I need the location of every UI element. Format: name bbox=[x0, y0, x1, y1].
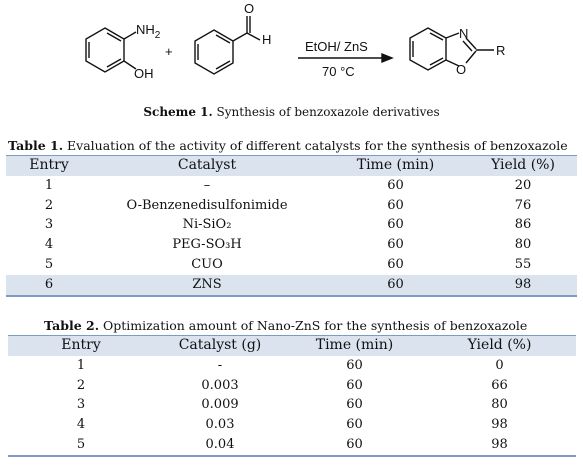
carbonyl-o-label: O bbox=[244, 1, 255, 16]
entry-cell: 6 bbox=[44, 276, 54, 292]
time-cell: 60 bbox=[387, 177, 404, 193]
table-row bbox=[6, 235, 577, 255]
time-cell: 60 bbox=[346, 436, 363, 452]
yield-cell: 80 bbox=[491, 397, 508, 413]
table-row bbox=[8, 435, 576, 456]
ring-o-label: O bbox=[456, 62, 467, 77]
time-cell: 60 bbox=[346, 397, 363, 413]
time-cell: 60 bbox=[387, 237, 404, 253]
catalyst-cell: Ni-SiO₂ bbox=[182, 217, 232, 233]
time-cell: 60 bbox=[346, 417, 363, 433]
table-row bbox=[6, 275, 577, 296]
benzaldehyde-structure bbox=[195, 16, 260, 74]
time-cell: 60 bbox=[387, 276, 404, 292]
entry-cell: 5 bbox=[76, 436, 86, 452]
entry-cell: 3 bbox=[76, 397, 86, 413]
conditions-top: EtOH/ ZnS bbox=[305, 39, 368, 54]
r-group-label: R bbox=[496, 43, 506, 58]
catalyst-amount-cell: 0.03 bbox=[205, 417, 235, 433]
aldehyde-h-label: H bbox=[262, 32, 272, 47]
yield-cell: 20 bbox=[514, 177, 532, 193]
entry-cell: 2 bbox=[44, 197, 54, 213]
catalyst-activity-table bbox=[6, 155, 577, 297]
reaction-scheme bbox=[0, 0, 583, 96]
catalyst-cell: – bbox=[203, 177, 211, 193]
catalyst-amount-cell: 0.003 bbox=[201, 377, 239, 393]
entry-cell: 5 bbox=[44, 256, 54, 272]
entry-cell: 2 bbox=[76, 377, 86, 393]
column-header: Catalyst (g) bbox=[178, 337, 262, 353]
column-header: Time (min) bbox=[315, 337, 394, 353]
table-header-row bbox=[6, 156, 577, 176]
column-header: Time (min) bbox=[356, 157, 435, 173]
table-row bbox=[6, 196, 577, 216]
entry-cell: 1 bbox=[44, 177, 54, 193]
time-cell: 60 bbox=[387, 197, 404, 213]
yield-cell: 66 bbox=[491, 377, 508, 393]
table-row bbox=[6, 255, 577, 275]
yield-cell: 98 bbox=[491, 417, 508, 433]
time-cell: 60 bbox=[387, 217, 404, 233]
scheme-caption: Scheme 1. Synthesis of benzoxazole derivatives bbox=[143, 105, 440, 119]
yield-cell: 98 bbox=[491, 436, 508, 452]
benzoxazole-structure bbox=[410, 28, 494, 70]
entry-cell: 3 bbox=[44, 217, 54, 233]
table-row bbox=[8, 415, 576, 435]
table-row bbox=[6, 176, 577, 196]
table1-caption: Table 1. Evaluation of the activity of different catalysts for the synthesis of benzoxazole bbox=[8, 138, 568, 153]
catalyst-cell: ZNS bbox=[192, 276, 222, 292]
column-header: Entry bbox=[29, 157, 69, 173]
column-header: Entry bbox=[61, 337, 101, 353]
time-cell: 60 bbox=[346, 357, 363, 373]
yield-cell: 0 bbox=[495, 357, 504, 373]
table-header-row bbox=[8, 336, 576, 356]
table-row bbox=[8, 376, 576, 396]
table-row bbox=[6, 215, 577, 235]
entry-cell: 1 bbox=[76, 357, 86, 373]
table-row bbox=[8, 395, 576, 415]
column-header: Catalyst bbox=[177, 157, 237, 173]
catalyst-cell: PEG-SO₃H bbox=[172, 237, 242, 253]
table2-caption: Table 2. Optimization amount of Nano-ZnS for the synthesis of benzoxazole bbox=[44, 318, 528, 333]
entry-cell: 4 bbox=[44, 237, 54, 253]
catalyst-amount-cell: - bbox=[217, 357, 223, 373]
ring-n-label: N bbox=[459, 26, 469, 41]
table-row bbox=[8, 356, 576, 376]
catalyst-amount-cell: 0.04 bbox=[205, 436, 235, 452]
aminophenol-structure bbox=[86, 28, 136, 72]
catalyst-cell: CUO bbox=[191, 256, 223, 272]
catalyst-amount-cell: 0.009 bbox=[201, 397, 239, 413]
time-cell: 60 bbox=[346, 377, 363, 393]
plus-sign: + bbox=[165, 44, 173, 59]
amine-label: $NH_2$ bbox=[136, 22, 161, 41]
yield-cell: 55 bbox=[514, 256, 532, 272]
conditions-bottom: 70 °C bbox=[322, 64, 355, 79]
yield-cell: 98 bbox=[514, 276, 532, 292]
time-cell: 60 bbox=[387, 256, 404, 272]
yield-cell: 86 bbox=[514, 217, 532, 233]
entry-cell: 4 bbox=[76, 417, 86, 433]
catalyst-optimization-table bbox=[8, 335, 576, 457]
catalyst-cell: O-Benzenedisulfonimide bbox=[126, 197, 288, 213]
yield-cell: 76 bbox=[514, 197, 532, 213]
yield-cell: 80 bbox=[514, 237, 532, 253]
column-header: Yield (%) bbox=[467, 337, 532, 353]
column-header: Yield (%) bbox=[491, 157, 555, 173]
hydroxyl-label: OH bbox=[134, 66, 154, 81]
